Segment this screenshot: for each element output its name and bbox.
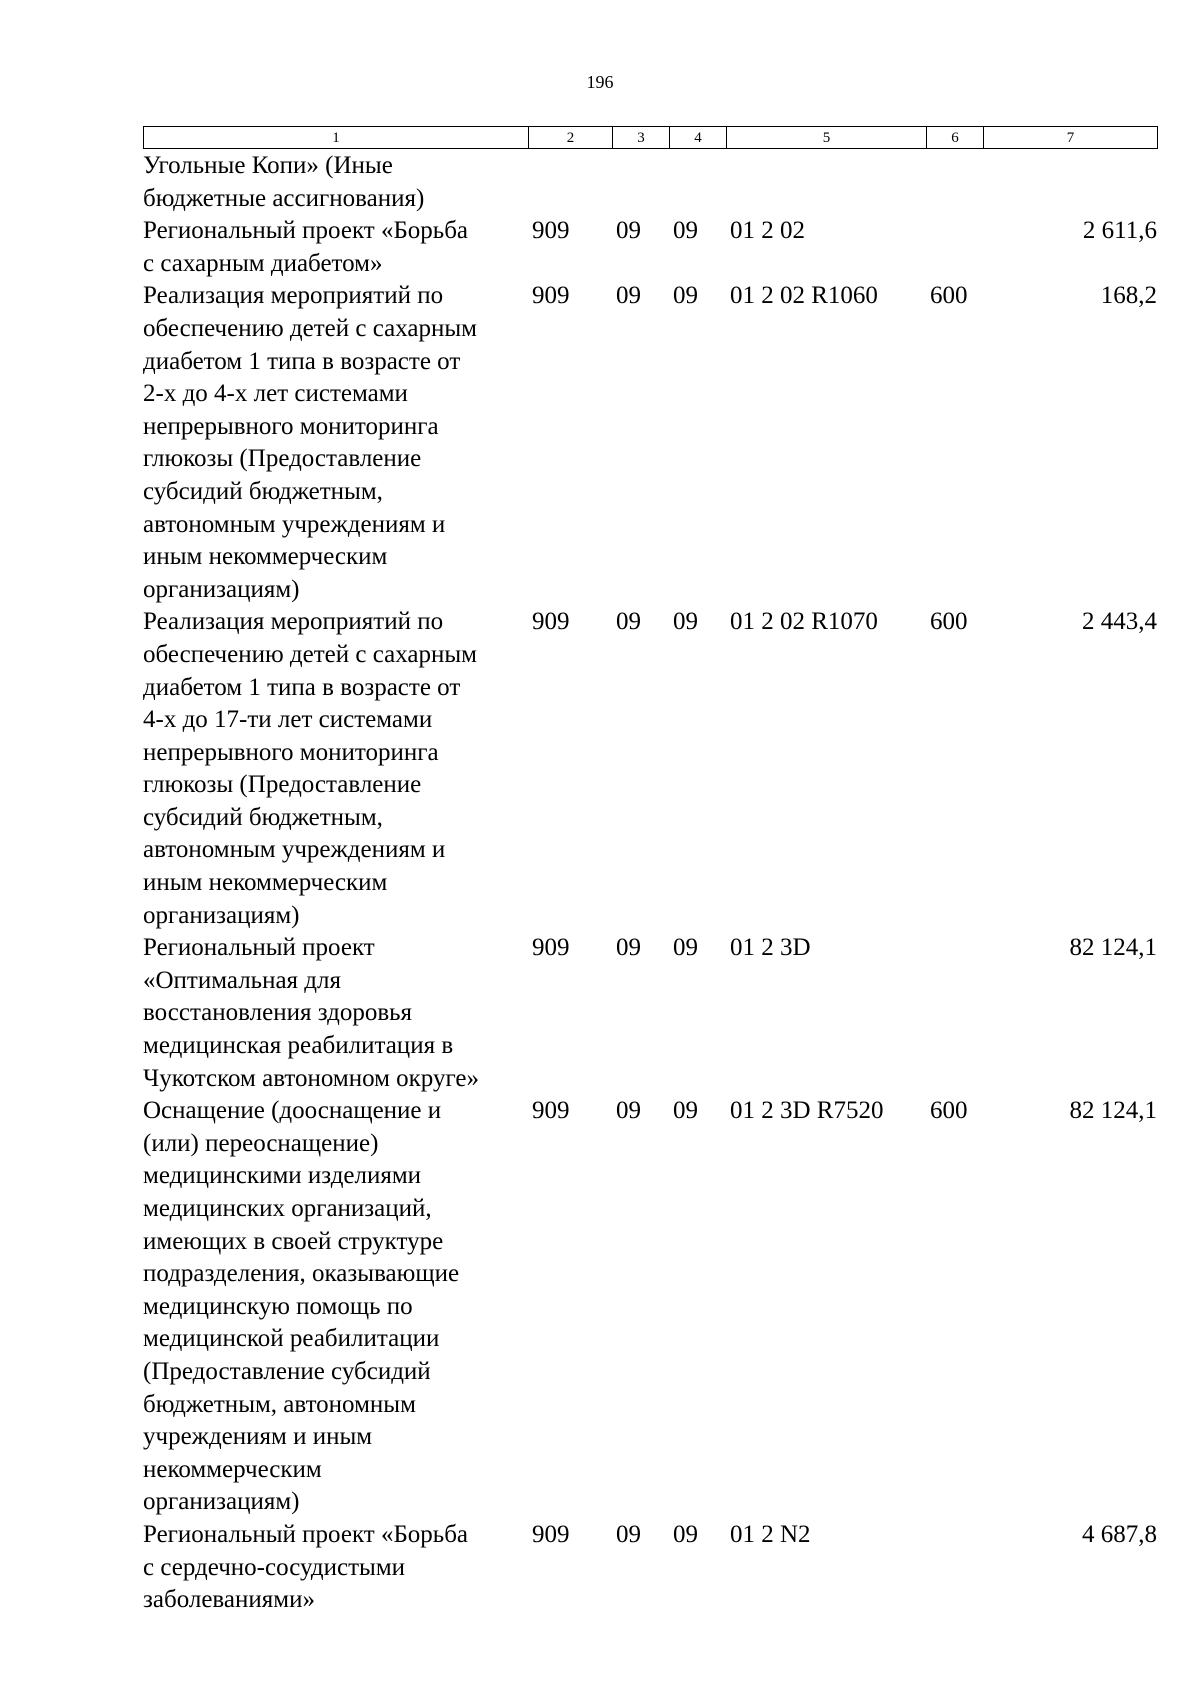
- description-line: некоммерческим: [143, 1455, 322, 1483]
- cell-ministry-code: 909: [532, 934, 570, 962]
- description-line: организациям): [143, 901, 300, 929]
- description-line: субсидий бюджетным,: [143, 803, 383, 831]
- cell-expense-type: [926, 215, 983, 280]
- cell-amount: [983, 150, 1157, 215]
- description-line: медицинской реабилитации: [143, 1325, 440, 1353]
- description-line: 4-х до 17-ти лет системами: [143, 706, 433, 734]
- description-line: обеспечению детей с сахарным: [143, 314, 477, 342]
- cell-target-article: 01 2 N2: [730, 1520, 811, 1548]
- cell-ministry-code: 909: [532, 1097, 570, 1125]
- description-line: диабетом 1 типа в возрасте от: [143, 673, 461, 701]
- cell-expense-type: [926, 150, 983, 215]
- row-description: [143, 280, 528, 606]
- column-header-1: 1: [144, 127, 529, 149]
- description-line: «Оптимальная для: [143, 966, 341, 994]
- row-description: [143, 606, 528, 932]
- row-description: [143, 1519, 528, 1617]
- description-line: непрерывного мониторинга: [143, 738, 439, 766]
- table-row: [143, 215, 1157, 280]
- column-header-3: 3: [613, 127, 670, 149]
- cell-target-article: 01 2 02 R1060: [730, 282, 878, 310]
- description-line: Чукотском автономном округе»: [143, 1064, 479, 1092]
- cell-subsection: 09: [673, 282, 698, 310]
- description-line: глюкозы (Предоставление: [143, 445, 422, 473]
- description-line: автономным учреждениям и: [143, 836, 446, 864]
- description-line: субсидий бюджетным,: [143, 477, 383, 505]
- description-line: иным некоммерческим: [143, 869, 388, 897]
- cell-target-article: 01 2 3D R7520: [730, 1097, 884, 1125]
- row-description: [143, 150, 528, 215]
- description-line: Реализация мероприятий по: [143, 608, 444, 636]
- description-line: восстановления здоровья: [143, 999, 413, 1027]
- description-line: Региональный проект «Борьба: [143, 1520, 469, 1548]
- table-row: [143, 932, 1157, 1095]
- column-header-row: [143, 126, 1158, 149]
- budget-table: [143, 150, 1157, 1617]
- cell-section: 09: [616, 282, 641, 310]
- description-line: Региональный проект: [143, 934, 375, 962]
- description-line: заболеваниями»: [143, 1586, 315, 1614]
- description-line: медицинская реабилитация в: [143, 1032, 454, 1060]
- description-line: глюкозы (Предоставление: [143, 771, 422, 799]
- column-header-7: 7: [984, 127, 1158, 149]
- description-line: непрерывного мониторинга: [143, 412, 439, 440]
- description-line: бюджетные ассигнования): [143, 184, 425, 212]
- description-line: обеспечению детей с сахарным: [143, 640, 477, 668]
- description-line: (Предоставление субсидий: [143, 1357, 431, 1385]
- cell-amount: 82 124,1: [1069, 934, 1157, 962]
- cell-target-article: 01 2 02 R1070: [730, 608, 878, 636]
- description-line: (или) переоснащение): [143, 1129, 379, 1157]
- cell-section: 09: [616, 1520, 641, 1548]
- description-line: Региональный проект «Борьба: [143, 217, 469, 245]
- description-line: иным некоммерческим: [143, 543, 388, 571]
- row-description: [143, 1095, 528, 1519]
- description-line: медицинскую помощь по: [143, 1292, 413, 1320]
- table-row: [143, 150, 1157, 215]
- cell-amount: 82 124,1: [1069, 1097, 1157, 1125]
- page-number: 196: [586, 72, 614, 92]
- description-line: Реализация мероприятий по: [143, 282, 444, 310]
- column-header-4: 4: [670, 127, 727, 149]
- cell-expense-type: 600: [930, 282, 968, 310]
- description-line: Оснащение (дооснащение и: [143, 1097, 442, 1125]
- description-line: с сердечно-сосудистыми: [143, 1553, 406, 1581]
- column-header-2: 2: [529, 127, 613, 149]
- column-header-6: 6: [927, 127, 984, 149]
- column-header-5: 5: [727, 127, 927, 149]
- cell-expense-type: [926, 1519, 983, 1617]
- cell-ministry-code: 909: [532, 282, 570, 310]
- cell-target-article: 01 2 02: [730, 217, 805, 245]
- cell-amount: 168,2: [1100, 282, 1157, 310]
- table-row: [143, 1095, 1157, 1519]
- cell-section: 09: [616, 217, 641, 245]
- description-line: учреждениям и иным: [143, 1423, 373, 1451]
- cell-amount: 2 611,6: [1082, 217, 1157, 245]
- description-line: подразделения, оказывающие: [143, 1260, 460, 1288]
- row-description: [143, 215, 528, 280]
- description-line: имеющих в своей структуре: [143, 1227, 444, 1255]
- table-row: [143, 280, 1157, 606]
- cell-ministry-code: 909: [532, 608, 570, 636]
- cell-section: 09: [616, 934, 641, 962]
- cell-section: [612, 150, 669, 215]
- cell-subsection: 09: [673, 1520, 698, 1548]
- table-row: [143, 606, 1157, 932]
- cell-expense-type: 600: [930, 1097, 968, 1125]
- cell-section: 09: [616, 1097, 641, 1125]
- cell-expense-type: [926, 932, 983, 1095]
- cell-subsection: [669, 150, 726, 215]
- row-description: [143, 932, 528, 1095]
- description-line: медицинскими изделиями: [143, 1162, 422, 1190]
- cell-target-article: 01 2 3D: [730, 934, 811, 962]
- description-line: диабетом 1 типа в возрасте от: [143, 347, 461, 375]
- description-line: медицинских организаций,: [143, 1195, 432, 1222]
- cell-subsection: 09: [673, 608, 698, 636]
- description-line: автономным учреждениям и: [143, 510, 446, 538]
- cell-ministry-code: 909: [532, 1520, 570, 1548]
- description-line: Угольные Копи» (Иные: [143, 152, 393, 179]
- cell-amount: 4 687,8: [1082, 1520, 1157, 1548]
- description-line: организациям): [143, 1488, 300, 1516]
- description-line: организациям): [143, 575, 300, 603]
- description-line: 2-х до 4-х лет системами: [143, 380, 408, 408]
- cell-subsection: 09: [673, 934, 698, 962]
- cell-ministry-code: [528, 150, 612, 215]
- cell-target-article: [726, 150, 926, 215]
- cell-expense-type: 600: [930, 608, 968, 636]
- table-row: [143, 1519, 1157, 1617]
- cell-section: 09: [616, 608, 641, 636]
- cell-subsection: 09: [673, 1097, 698, 1125]
- cell-subsection: 09: [673, 217, 698, 245]
- cell-ministry-code: 909: [532, 217, 570, 245]
- description-line: с сахарным диабетом»: [143, 249, 383, 277]
- description-line: бюджетным, автономным: [143, 1390, 416, 1418]
- cell-amount: 2 443,4: [1082, 608, 1157, 636]
